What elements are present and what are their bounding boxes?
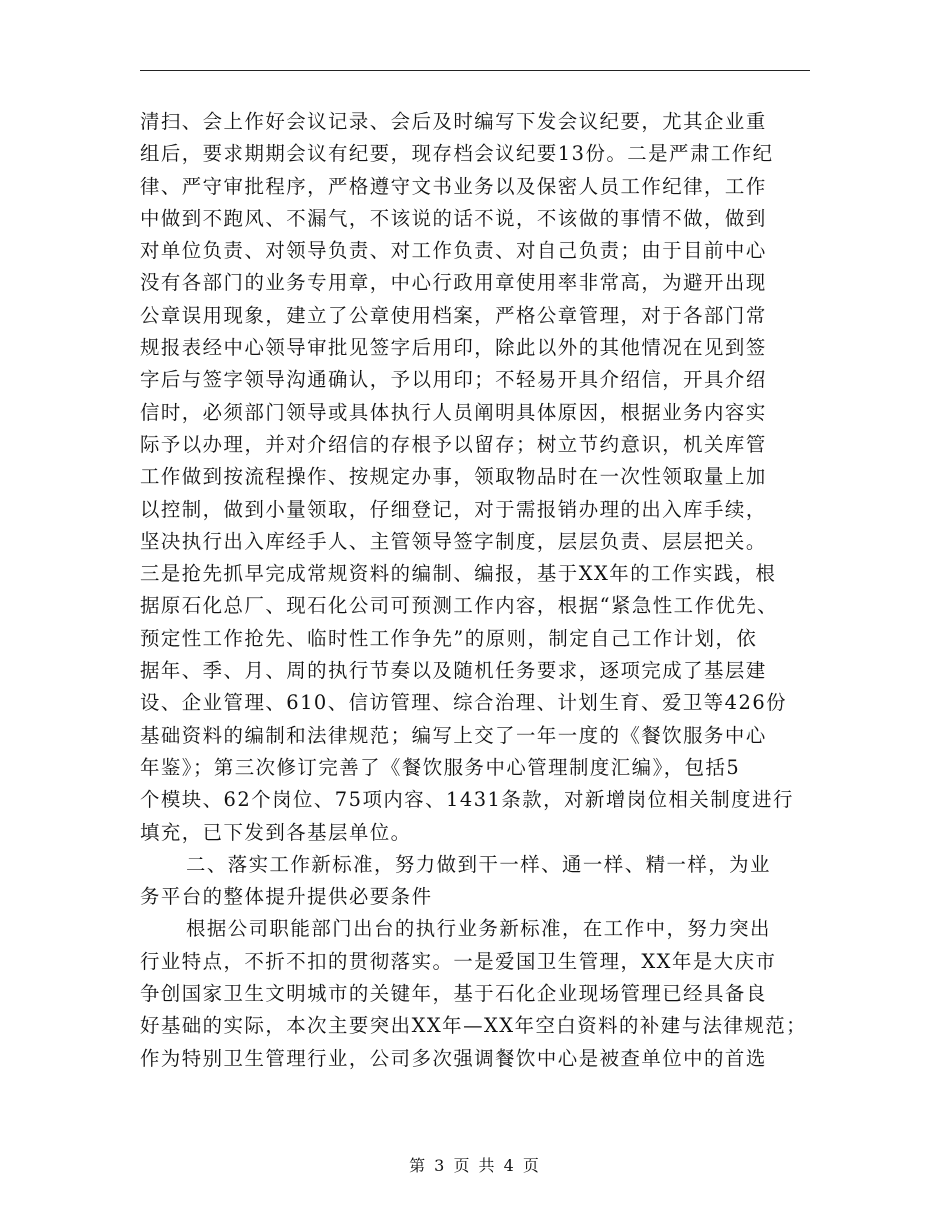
text-line: 好基础的实际，本次主要突出XX年—XX年空白资料的补建与法律规范；	[140, 1014, 808, 1038]
text-line: 根据公司职能部门出台的执行业务新标准，在工作中，努力突出	[186, 917, 771, 941]
text-line: 清扫、会上作好会议记录、会后及时编写下发会议纪要，尤其企业重	[140, 110, 767, 133]
text-line: 三是抢先抓早完成常规资料的编制、编报，基于XX年的工作实践，根	[140, 562, 777, 586]
text-line: 组后，要求期期会议有纪要，现存档会议纪要13份。二是严肃工作纪	[140, 142, 774, 166]
text-line: 坚决执行出入库经手人、主管领导签字制度，层层负责、层层把关。	[140, 529, 767, 553]
text-line: 以控制，做到小量领取，仔细登记，对于需报销办理的出入库手续，	[140, 497, 767, 521]
text-line: 律、严守审批程序，严格遵守文书业务以及保密人员工作纪律，工作	[140, 174, 767, 198]
text-line: 设、企业管理、610、信访管理、综合治理、计划生育、爱卫等426份	[140, 691, 788, 715]
text-line: 基础资料的编制和法律规范；编写上交了一年一度的《餐饮服务中心	[140, 723, 767, 747]
text-line: 没有各部门的业务专用章，中心行政用章使用率非常高，为避开出现	[140, 271, 767, 295]
header-rule	[140, 70, 810, 71]
text-line: 个模块、62个岗位、75项内容、1431条款，对新增岗位相关制度进行	[140, 788, 794, 812]
text-line: 二、落实工作新标准，努力做到干一样、通一样、精一样，为业	[186, 852, 771, 876]
text-line: 字后与签字领导沟通确认，予以用印；不轻易开具介绍信，开具介绍	[140, 368, 767, 392]
text-line: 际予以办理，并对介绍信的存根予以留存；树立节约意识，机关库管	[140, 432, 767, 456]
text-line: 年鉴》；第三次修订完善了《餐饮服务中心管理制度汇编》，包括5	[140, 755, 741, 779]
text-line: 务平台的整体提升提供必要条件	[140, 885, 433, 909]
text-line: 争创国家卫生文明城市的关键年，基于石化企业现场管理已经具备良	[140, 982, 767, 1006]
text-line: 填充，已下发到各基层单位。	[140, 820, 412, 844]
text-line: 公章误用现象，建立了公章使用档案，严格公章管理，对于各部门常	[140, 303, 767, 327]
text-line: 中做到不跑风、不漏气，不该说的话不说，不该做的事情不做，做到	[140, 206, 767, 230]
text-line: 信时，必须部门领导或具体执行人员阐明具体原因，根据业务内容实	[140, 400, 767, 424]
text-line: 对单位负责、对领导负责、对工作负责、对自己负责；由于目前中心	[140, 239, 767, 263]
text-line: 工作做到按流程操作、按规定办事，领取物品时在一次性领取量上加	[140, 465, 767, 489]
text-line: 据年、季、月、周的执行节奏以及随机任务要求，逐项完成了基层建	[140, 659, 767, 683]
document-body	[140, 106, 812, 1075]
text-line: 据原石化总厂、现石化公司可预测工作内容，根据“紧急性工作优先、	[140, 594, 779, 618]
text-line: 规报表经中心领导审批见签字后用印，除此以外的其他情况在见到签	[140, 336, 767, 360]
text-line: 行业特点，不折不扣的贯彻落实。一是爱国卫生管理，XX年是大庆市	[140, 949, 777, 973]
page-footer: 第 3 页 共 4 页	[409, 1156, 541, 1175]
text-line: 作为特别卫生管理行业，公司多次强调餐饮中心是被查单位中的首选	[140, 1046, 767, 1070]
text-line: 预定性工作抢先、临时性工作争先”的原则，制定自己工作计划，依	[140, 626, 758, 650]
